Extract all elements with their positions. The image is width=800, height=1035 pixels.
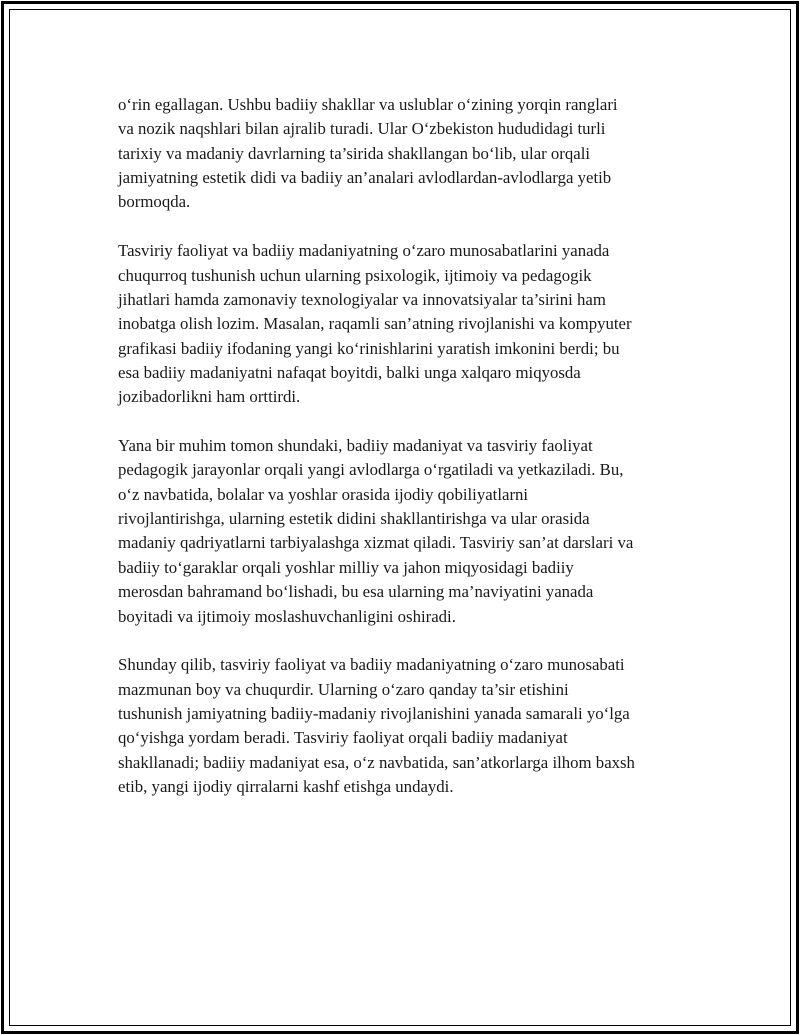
text-line: jihatlari hamda zamonaviy texnologiyalar va innovatsiyalar ta’sirini ham	[118, 289, 606, 309]
text-line: merosdan bahramand bo‘lishadi, bu esa ularning ma’naviyatini yanada	[118, 582, 594, 602]
text-line: mazmunan boy va chuqurdir. Ularning o‘zaro qanday ta’sir etishini	[118, 679, 569, 699]
text-line: grafikasi badiiy ifodaning yangi ko‘rinishlarini yaratish imkonini berdi; bu	[118, 338, 620, 358]
text-line: boyitadi va ijtimoiy moslashuvchanligini oshiradi.	[118, 606, 456, 626]
text-line: o‘z navbatida, bolalar va yoshlar orasida ijodiy qobiliyatlarni	[118, 484, 529, 504]
text-line: inobatga olish lozim. Masalan, raqamli san’atning rivojlanishi va kompyuter	[118, 314, 632, 334]
text-line: shakllanadi; badiiy madaniyat esa, o‘z navbatida, san’atkorlarga ilhom baxsh	[118, 752, 635, 772]
text-line: jamiyatning estetik didi va badiiy an’analari avlodlardan-avlodlarga yetib	[118, 168, 612, 188]
text-line: qo‘yishga yordam beradi. Tasviriy faoliyat orqali badiiy madaniyat	[118, 728, 568, 748]
text-line: badiiy to‘garaklar orqali yoshlar milliy va jahon miqyosidagi badiiy	[118, 557, 574, 577]
text-line: bormoqda.	[118, 192, 191, 212]
text-line: tarixiy va madaniy davrlarning ta’sirida shakllangan bo‘lib, ular orqali	[118, 143, 591, 163]
paragraph	[118, 434, 718, 629]
text-line: rivojlantirishga, ularning estetik didini shakllantirishga va ular orasida	[118, 509, 590, 529]
text-line: jozibadorlikni ham orttirdi.	[118, 387, 301, 407]
paragraph	[118, 239, 718, 410]
text-line: etib, yangi ijodiy qirralarni kashf etishga undaydi.	[118, 777, 454, 797]
text-line: esa badiiy madaniyatni nafaqat boyitdi, balki unga xalqaro miqyosda	[118, 362, 581, 382]
text-line: Yana bir muhim tomon shundaki, badiiy madaniyat va tasviriy faoliyat	[118, 436, 593, 456]
text-line: o‘rin egallagan. Ushbu badiiy shakllar va uslublar o‘zining yorqin ranglari	[118, 95, 618, 114]
text-line: pedagogik jarayonlar orqali yangi avlodlarga o‘rgatiladi va yetkaziladi. Bu,	[118, 460, 624, 480]
text-line: Tasviriy faoliyat va badiiy madaniyatning o‘zaro munosabatlarini yanada	[118, 241, 610, 261]
paragraph	[118, 93, 718, 215]
text-line: Shunday qilib, tasviriy faoliyat va badiiy madaniyatning o‘zaro munosabati	[118, 655, 625, 675]
document-body	[118, 93, 718, 824]
text-line: va nozik naqshlari bilan ajralib turadi. Ular O‘zbekiston hududidagi turli	[118, 119, 606, 139]
text-line: chuqurroq tushunish uchun ularning psixologik, ijtimoiy va pedagogik	[118, 265, 592, 285]
text-line: madaniy qadriyatlarni tarbiyalashga xizmat qiladi. Tasviriy san’at darslari va	[118, 533, 634, 553]
paragraph	[118, 653, 718, 799]
text-line: tushunish jamiyatning badiiy-madaniy rivojlanishini yanada samarali yo‘lga	[118, 703, 630, 723]
